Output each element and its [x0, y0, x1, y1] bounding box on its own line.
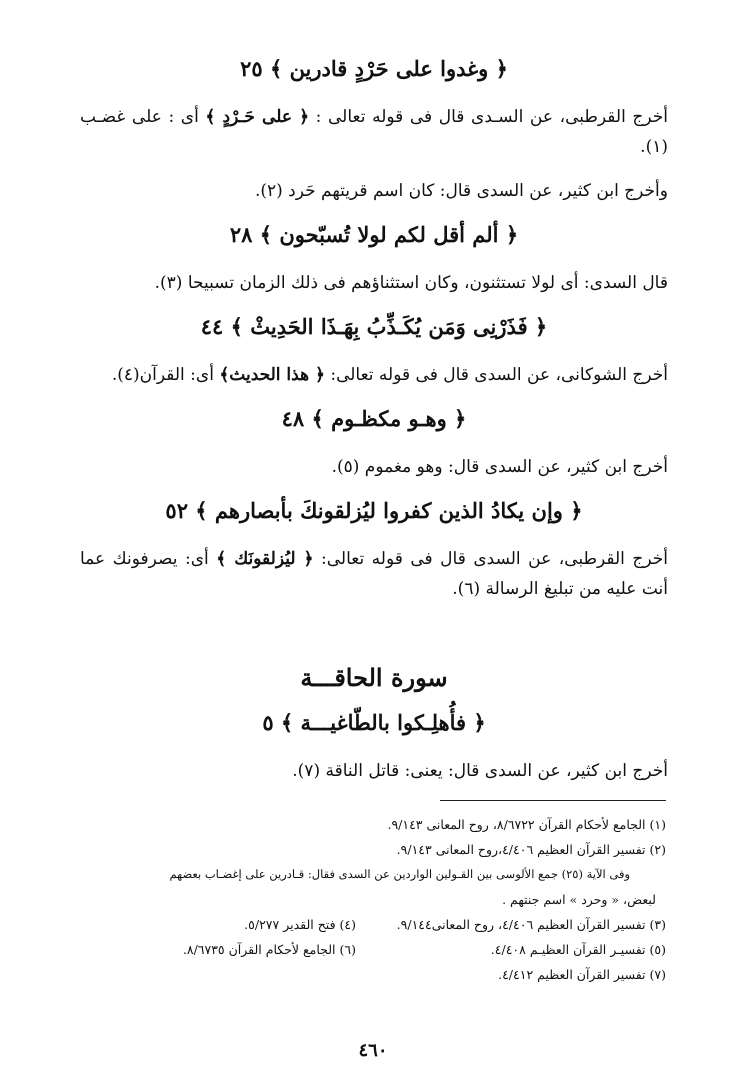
verse-heading: ﴿ وغدوا على حَرْدٍ قادرين ﴾ ٢٥	[240, 56, 508, 81]
footnote-row	[84, 912, 666, 937]
footnote: (١) الجامع لأحكام القرآن ٨/٦٧٢٢، روح المعانى ٩/١٤٣.	[387, 817, 666, 832]
commentary-paragraph: أخرج ابن كثير، عن السدى قال: يعنى: قاتل الناقة (٧).	[292, 761, 668, 781]
footnote-row	[84, 937, 666, 962]
footnotes	[84, 812, 666, 987]
footnote-continuation: وفى الآية (٢٥) جمع الألوسى بين القـولين الواردين عن السدى فقال: قـادرين على إغضـاب بعضهم	[169, 867, 630, 881]
verse-heading: ﴿ فأُهلِـكوا بالطّاغيـــة ﴾ ٥	[262, 710, 486, 735]
commentary-paragraph: أخرج ابن كثير، عن السدى قال: وهو مغموم (٥).	[331, 457, 668, 477]
footnote-divider	[440, 800, 666, 801]
verse-heading: ﴿ فَذَرْنِى وَمَن يُكَـذِّبُ بِهَـذَا الحَدِيثْ ﴾ ٤٤	[200, 314, 548, 339]
verse-heading: ﴿ ألم أقل لكم لولا تُسبّحون ﴾ ٢٨	[229, 222, 519, 247]
commentary-paragraph: قال السدى: أى لولا تستثنون، وكان استثناؤهم فى ذلك الزمان تسبيحا (٣).	[154, 273, 668, 293]
commentary-paragraph: أخرج الشوكانى، عن السدى قال فى قوله تعالى: ﴿ هذا الحديث﴾ أى: القرآن(٤).	[111, 365, 668, 385]
footnote: (٦) الجامع لأحكام القرآن ٨/٦٧٣٥.	[182, 942, 356, 957]
verse-heading: ﴿ وهـو مكظـوم ﴾ ٤٨	[281, 406, 467, 431]
page-number: ٤٦٠	[358, 1040, 388, 1061]
surah-title: سورة الحاقـــة	[300, 663, 448, 692]
commentary-paragraph: أخرج القرطبى، عن السدى قال فى قوله تعالى: ﴿ ليُزلقونَك ﴾ أى: يصرفونك عما أنت عليه من تبليغ الرسالة (٦).	[80, 549, 668, 599]
footnote: (٢) تفسير القرآن العظيم ٤/٤٠٦،روح المعانى ٩/١٤٣.	[396, 842, 666, 857]
footnote: (٤) فتح القدير ٥/٢٧٧.	[244, 917, 356, 932]
verse-heading: ﴿ وإن يكادُ الذين كفروا ليُزلقونكَ بأبصارهم ﴾ ٥٢	[165, 498, 583, 523]
footnote: (٣) تفسير القرآن العظيم ٤/٤٠٦، روح المعانى٩/١٤٤.	[396, 917, 666, 932]
commentary-paragraph: وأخرج ابن كثير، عن السدى قال: كان اسم قريتهم حَرد (٢).	[254, 181, 668, 201]
commentary-paragraph: أخرج القرطبى، عن السـدى قال فى قوله تعالى : ﴿ على حَـرْدٍ ﴾ أى : على غضـب (١).	[80, 107, 668, 157]
footnote-continuation: لبعض، « وحرد » اسم جنتهم .	[502, 892, 656, 907]
footnote: (٥) تفسيـر القرآن العظيـم ٤/٤٠٨.	[490, 942, 666, 957]
footnote: (٧) تفسير القرآن العظيم ٤/٤١٢.	[498, 967, 666, 982]
